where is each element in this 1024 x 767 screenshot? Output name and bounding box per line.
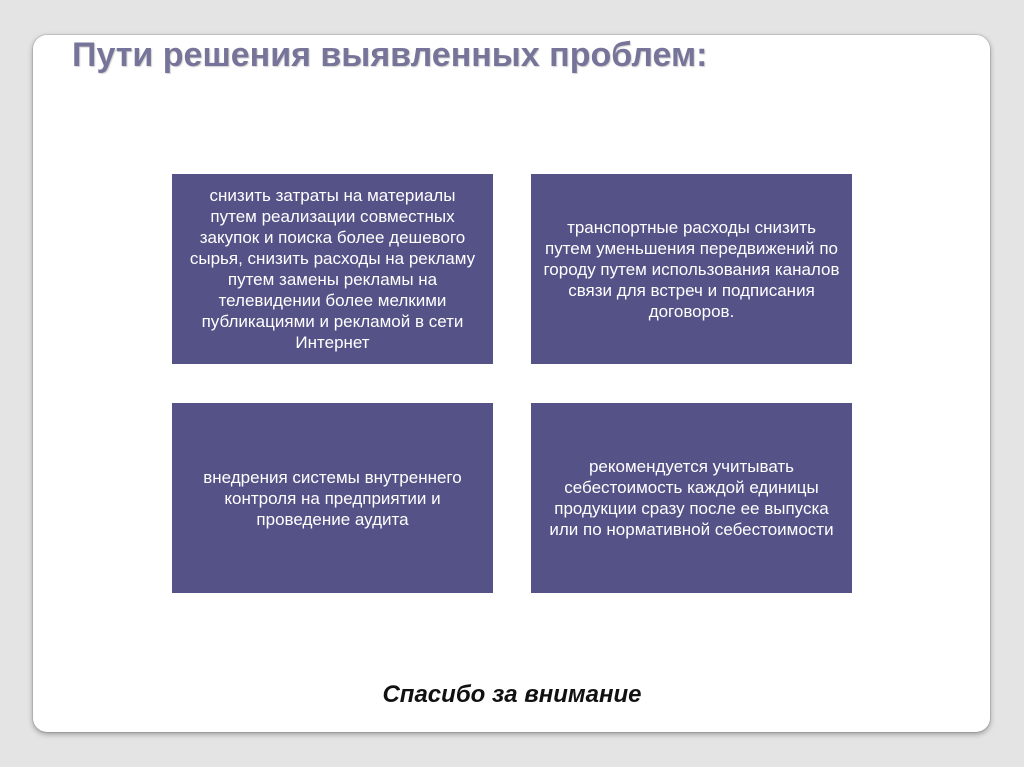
solution-box-text: рекомендуется учитывать себестоимость каждой единицы продукции сразу после ее выпуска или по нормативной себестоимости bbox=[549, 457, 834, 539]
slide-canvas bbox=[33, 35, 990, 732]
solution-box-materials bbox=[172, 174, 493, 364]
closing-thanks: Спасибо за внимание bbox=[382, 681, 642, 708]
solution-box-internal-control bbox=[172, 403, 493, 593]
solution-box-costing bbox=[531, 403, 852, 593]
slide-title: Пути решения выявленных проблем: bbox=[72, 36, 708, 74]
solution-box-transport bbox=[531, 174, 852, 364]
solution-box-text: транспортные расходы снизить путем уменьшения передвижений по городу путем использования каналов связи для встреч и подписания договоров. bbox=[543, 217, 840, 321]
solution-box-text: внедрения системы внутреннего контроля на предприятии и проведение аудита bbox=[203, 467, 462, 529]
solution-box-text: снизить затраты на материалы путем реализации совместных закупок и поиска более дешевого сырья, снизить расходы на рекламу путем замены рекламы на телевидении более мелкими публикациями и рекламой в сети Интернет bbox=[189, 186, 476, 352]
